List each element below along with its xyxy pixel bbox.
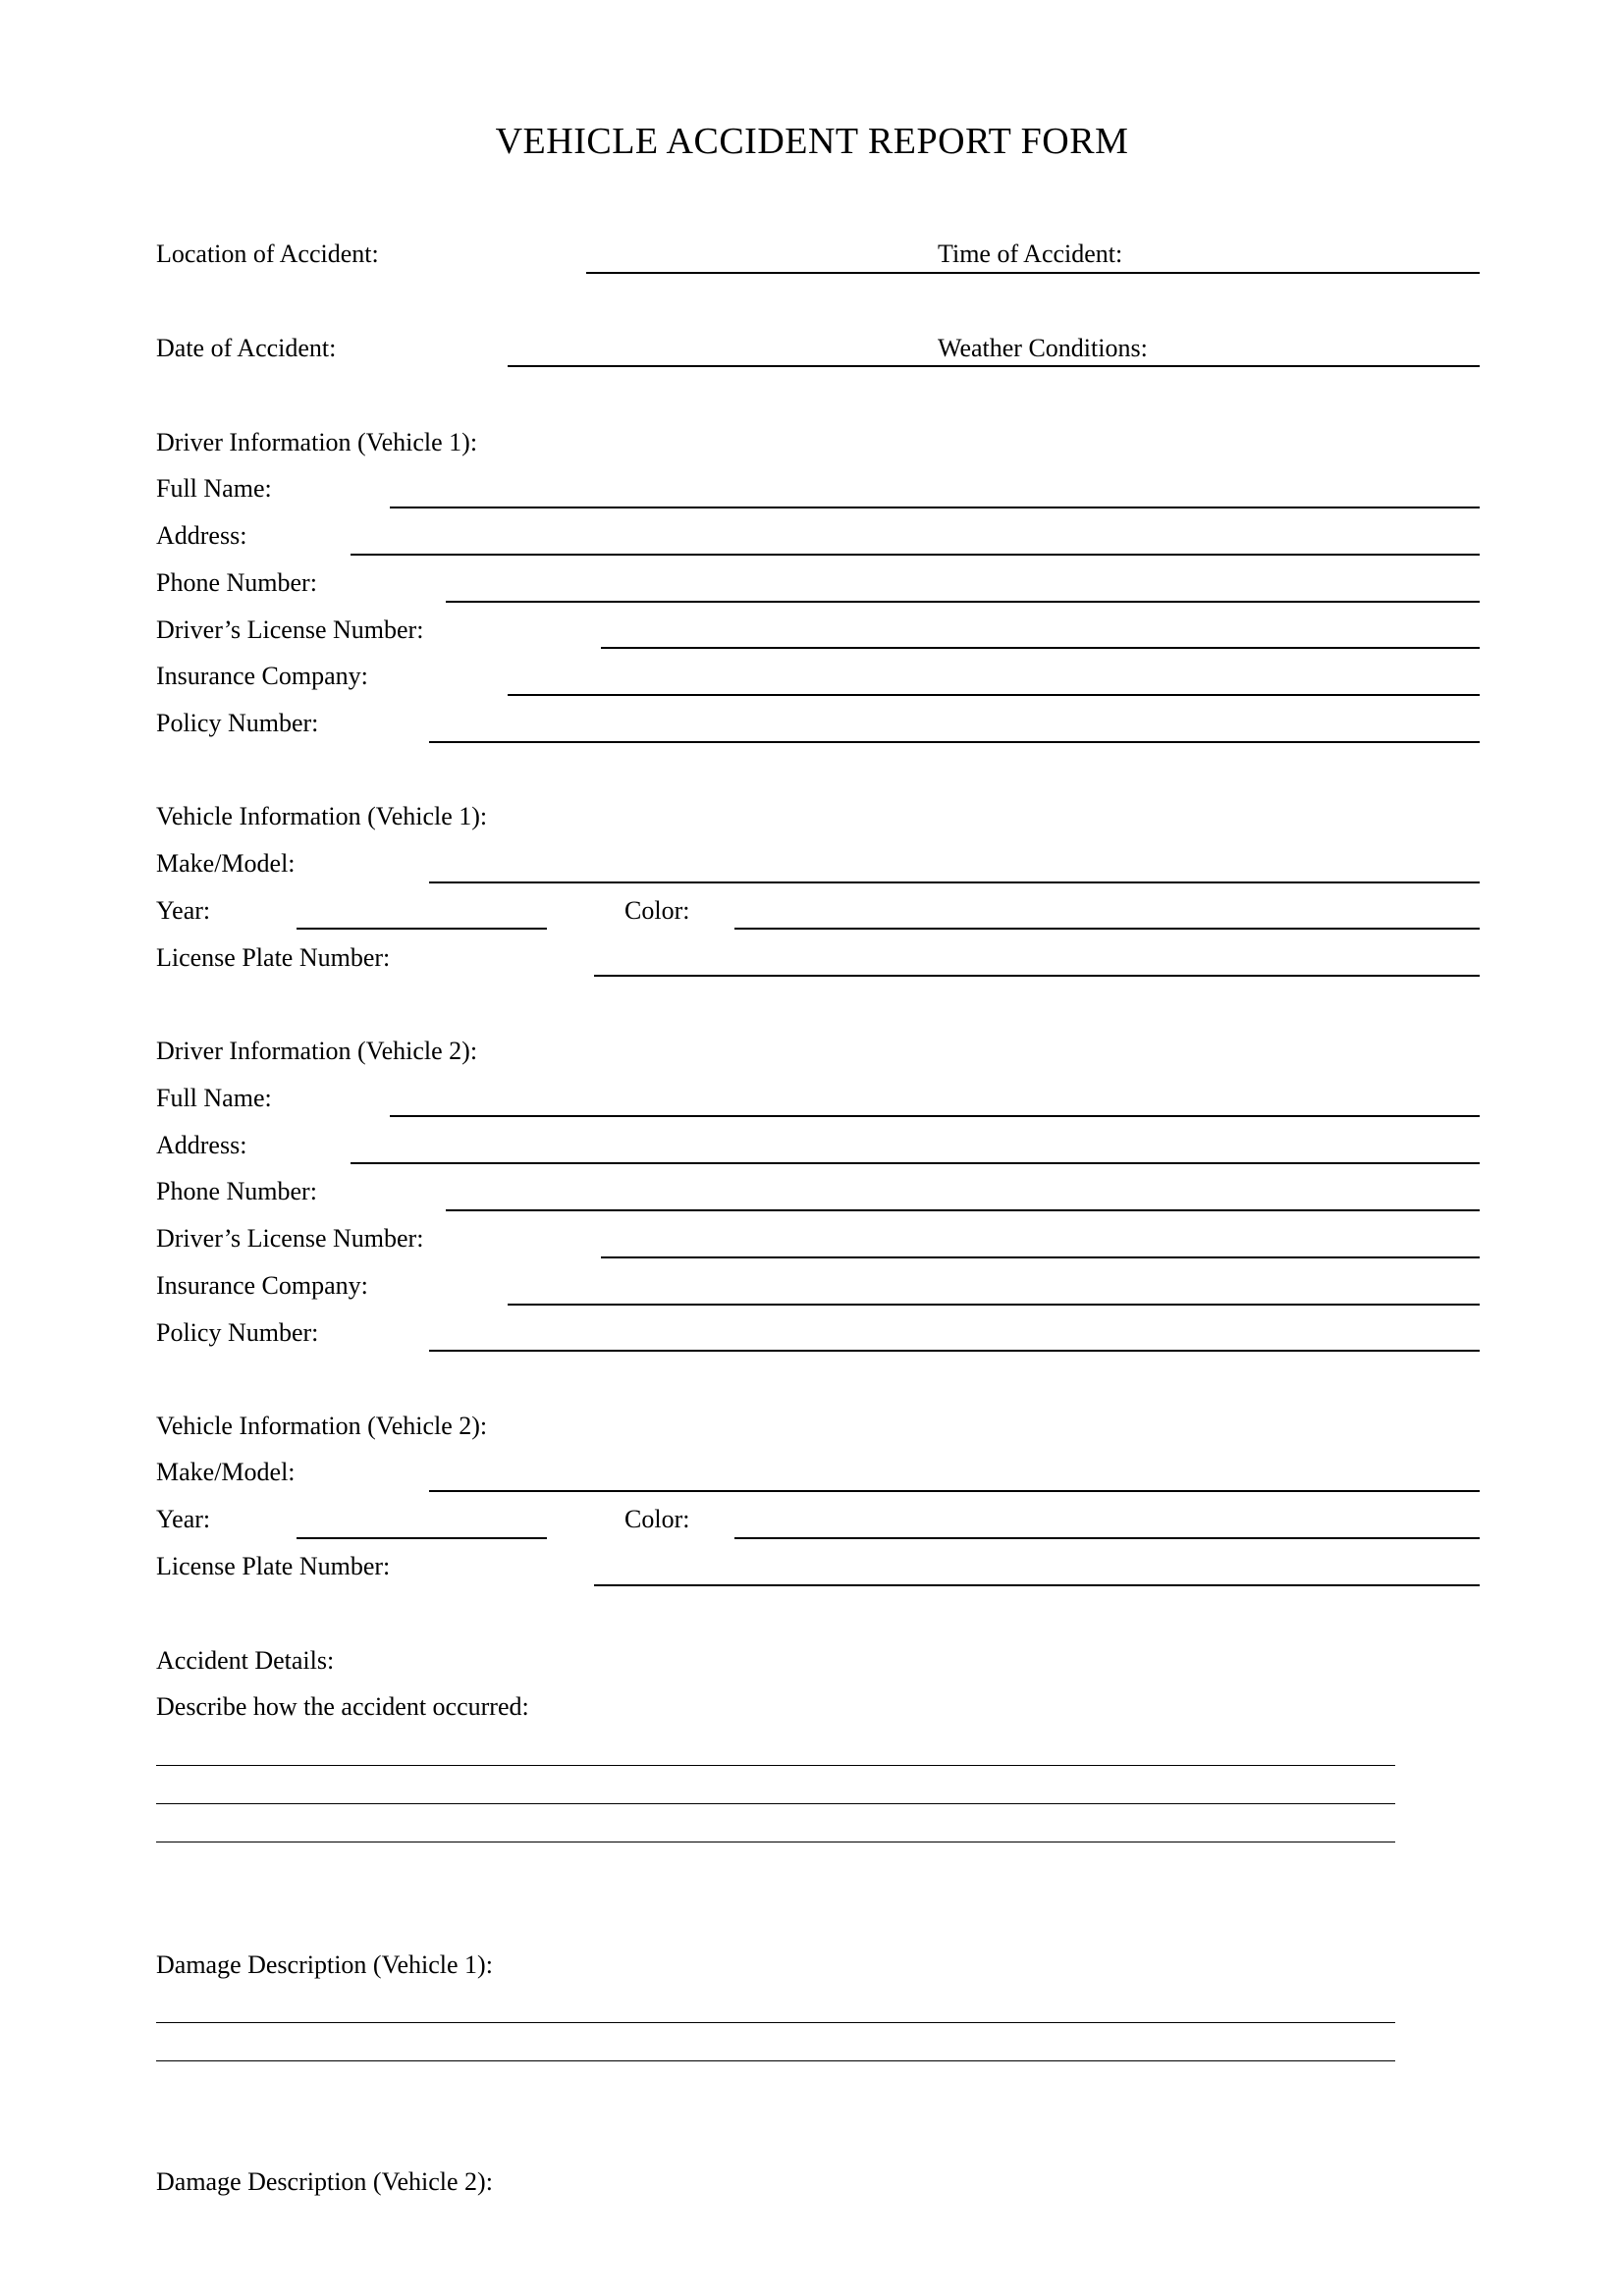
vehicle2-year-label: Year: — [156, 1505, 211, 1533]
driver2-license-field[interactable] — [601, 1256, 1480, 1258]
damage2-heading: Damage Description (Vehicle 2): — [156, 2167, 493, 2196]
damage1-line-2[interactable] — [156, 2060, 1395, 2061]
vehicle1-color-label: Color: — [624, 896, 690, 925]
vehicle1-year-field[interactable] — [297, 928, 547, 930]
driver1-insurance-field[interactable] — [508, 694, 1480, 696]
driver2-policy-label: Policy Number: — [156, 1318, 319, 1347]
vehicle1-plate-label: License Plate Number: — [156, 943, 391, 972]
vehicle2-make-model-label: Make/Model: — [156, 1458, 296, 1486]
driver1-phone-field[interactable] — [446, 601, 1480, 603]
driver2-phone-label: Phone Number: — [156, 1177, 317, 1205]
damage1-heading: Damage Description (Vehicle 1): — [156, 1950, 493, 1979]
time-label: Time of Accident: — [938, 240, 1123, 268]
vehicle2-color-label: Color: — [624, 1505, 690, 1533]
date-label: Date of Accident: — [156, 334, 337, 362]
accident-details-heading: Accident Details: — [156, 1646, 335, 1675]
accident-description-line-2[interactable] — [156, 1803, 1395, 1804]
vehicle2-make-model-field[interactable] — [429, 1490, 1480, 1492]
driver1-heading: Driver Information (Vehicle 1): — [156, 428, 478, 456]
driver2-full-name-label: Full Name: — [156, 1084, 272, 1112]
location-label: Location of Accident: — [156, 240, 379, 268]
vehicle1-heading: Vehicle Information (Vehicle 1): — [156, 802, 488, 830]
location-field[interactable] — [586, 272, 1480, 274]
driver1-full-name-field[interactable] — [390, 507, 1480, 508]
vehicle1-color-field[interactable] — [734, 928, 1480, 930]
driver1-full-name-label: Full Name: — [156, 474, 272, 503]
page-title: VEHICLE ACCIDENT REPORT FORM — [495, 121, 1129, 162]
weather-label: Weather Conditions: — [938, 334, 1148, 362]
driver1-policy-field[interactable] — [429, 741, 1480, 743]
driver1-license-field[interactable] — [601, 647, 1480, 649]
driver2-policy-field[interactable] — [429, 1350, 1480, 1352]
vehicle1-make-model-field[interactable] — [429, 881, 1480, 883]
driver1-policy-label: Policy Number: — [156, 709, 319, 737]
driver2-phone-field[interactable] — [446, 1209, 1480, 1211]
driver2-address-field[interactable] — [351, 1162, 1480, 1164]
driver1-address-label: Address: — [156, 521, 247, 550]
vehicle2-plate-label: License Plate Number: — [156, 1552, 391, 1580]
accident-description-line-1[interactable] — [156, 1765, 1395, 1766]
driver2-insurance-label: Insurance Company: — [156, 1271, 368, 1300]
vehicle1-make-model-label: Make/Model: — [156, 849, 296, 878]
vehicle1-plate-field[interactable] — [594, 975, 1480, 977]
driver2-license-label: Driver’s License Number: — [156, 1224, 424, 1253]
damage1-line-1[interactable] — [156, 2022, 1395, 2023]
vehicle2-year-field[interactable] — [297, 1537, 547, 1539]
driver1-license-label: Driver’s License Number: — [156, 615, 424, 644]
vehicle1-year-label: Year: — [156, 896, 211, 925]
vehicle2-color-field[interactable] — [734, 1537, 1480, 1539]
driver1-phone-label: Phone Number: — [156, 568, 317, 597]
driver2-full-name-field[interactable] — [390, 1115, 1480, 1117]
driver2-address-label: Address: — [156, 1131, 247, 1159]
vehicle2-heading: Vehicle Information (Vehicle 2): — [156, 1412, 488, 1440]
driver1-insurance-label: Insurance Company: — [156, 662, 368, 690]
driver2-insurance-field[interactable] — [508, 1304, 1480, 1306]
vehicle2-plate-field[interactable] — [594, 1584, 1480, 1586]
accident-details-prompt: Describe how the accident occurred: — [156, 1692, 529, 1721]
driver2-heading: Driver Information (Vehicle 2): — [156, 1037, 478, 1065]
date-field[interactable] — [508, 365, 1480, 367]
driver1-address-field[interactable] — [351, 554, 1480, 556]
